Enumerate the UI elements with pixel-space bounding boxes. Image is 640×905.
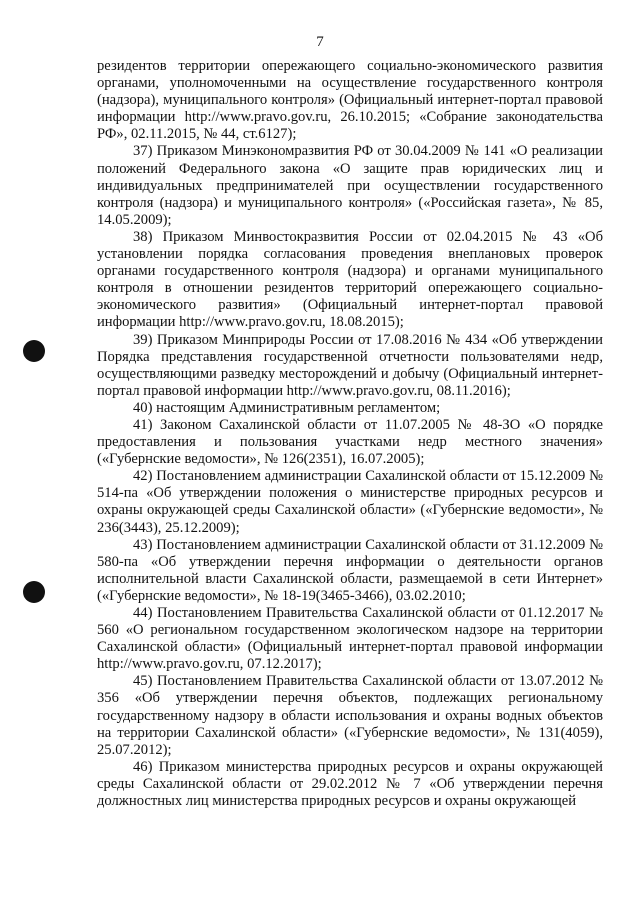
paragraph-item-37: 37) Приказом Минэкономразвития РФ от 30.04.2009 № 141 «О реализации положений Федерального закона «О защите прав юридических лиц и индивидуальных предпринимателей при осуществлении государственного контроля (надзора) и муниципального контроля» («Российская газета», № 85, 14.05.2009); — [97, 143, 603, 228]
binder-hole-bottom — [23, 581, 45, 603]
page-number: 7 — [316, 34, 324, 50]
paragraph-item-45: 45) Постановлением Правительства Сахалинской области от 13.07.2012 № 356 «Об утверждении перечня объектов, подлежащих региональному государственному надзору в области использования и охраны водных объектов на территории Сахалинской области» («Губернские ведомости», № 131(4059), 25.07.2012); — [97, 673, 603, 758]
paragraph-continuation: резидентов территории опережающего социально-экономического развития органами, уполномоченными на осуществление государственного контроля (надзора), муниципального контроля» (Официальный интернет-портал правовой информации http://www.pravo.gov.ru, 26.10.2015; «Собрание законодательства РФ», 02.11.2015, № 44, ст.6127); — [97, 58, 603, 143]
paragraph-item-43: 43) Постановлением администрации Сахалинской области от 31.12.2009 № 580-па «Об утверждении перечня информации о деятельности органов исполнительной власти Сахалинской области, размещаемой в сети Интернет» («Губернские ведомости», № 18-19(3465-3466), 03.02.2010; — [97, 536, 603, 604]
paragraph-item-46: 46) Приказом министерства природных ресурсов и охраны окружающей среды Сахалинской области от 29.02.2012 № 7 «Об утверждении перечня должностных лиц министерства природных ресурсов и охраны окружающей — [97, 758, 603, 810]
document-body — [97, 58, 603, 810]
paragraph-item-39: 39) Приказом Минприроды России от 17.08.2016 № 434 «Об утверждении Порядка представления государственной отчетности пользователями недр, осуществляющими разведку месторождений и добычу (Официальный интернет-портал правовой информации http://www.pravo.gov.ru, 08.11.2016); — [97, 331, 603, 399]
paragraph-item-38: 38) Приказом Минвостокразвития России от 02.04.2015 № 43 «Об установлении порядка согласования проведения внеплановых проверок органами государственного контроля (надзора) и органами муниципального контроля в отношении резидентов территорий опережающего социально-экономического развития» (Официальный интернет-портал правовой информации http://www.pravo.gov.ru, 18.08.2015); — [97, 228, 603, 331]
paragraph-item-41: 41) Законом Сахалинской области от 11.07.2005 № 48-ЗО «О порядке предоставления и пользования участками недр местного значения» («Губернские ведомости», № 126(2351), 16.07.2005); — [97, 416, 603, 468]
paragraph-item-42: 42) Постановлением администрации Сахалинской области от 15.12.2009 № 514-па «Об утверждении положения о министерстве природных ресурсов и охраны окружающей среды Сахалинской области» («Губернские ведомости», № 236(3443), 25.12.2009); — [97, 468, 603, 536]
paragraph-item-44: 44) Постановлением Правительства Сахалинской области от 01.12.2017 № 560 «О региональном государственном экологическом надзоре на территории Сахалинской области» (Официальный интернет-портал правовой информации http://www.pravo.gov.ru, 07.12.2017); — [97, 605, 603, 673]
binder-hole-top — [23, 340, 45, 362]
paragraph-item-40: 40) настоящим Административным регламентом; — [133, 399, 441, 416]
